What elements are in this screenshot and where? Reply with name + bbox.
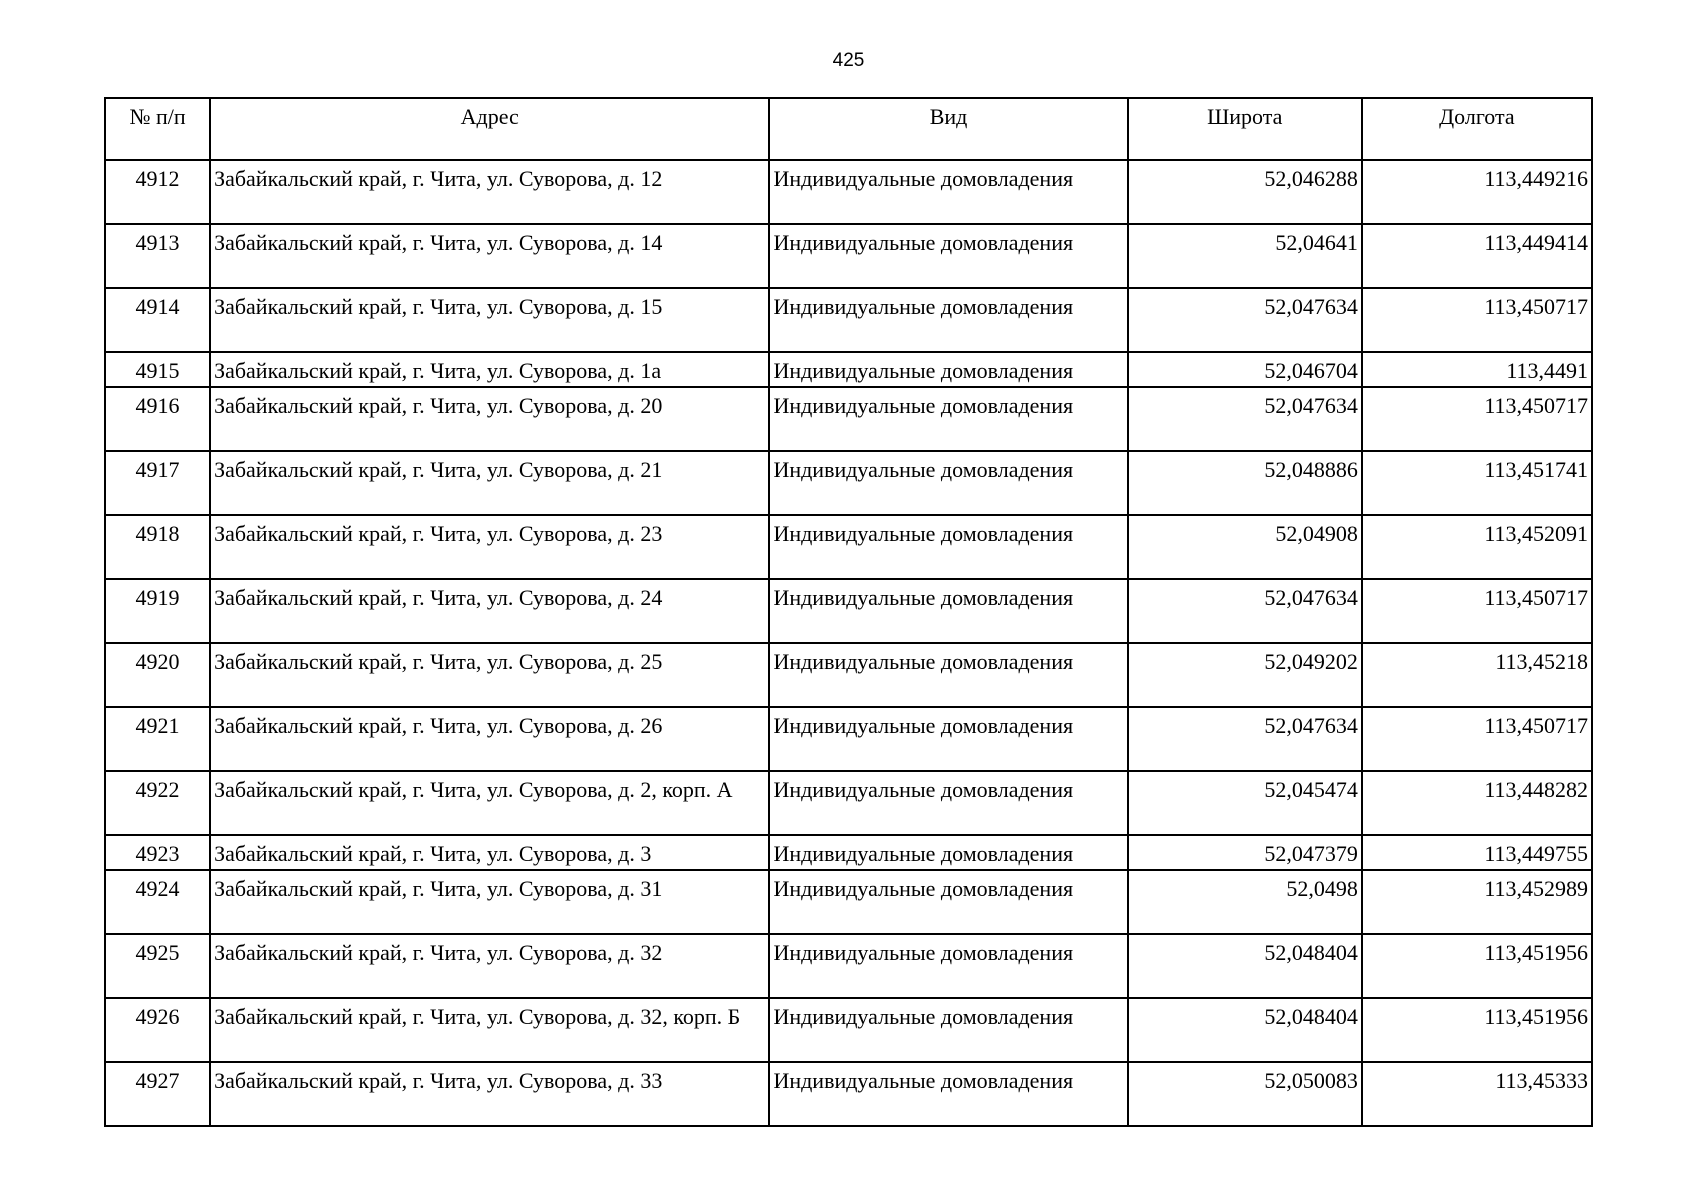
cell-address: Забайкальский край, г. Чита, ул. Суворова, д. 12 [210,160,769,224]
cell-lat: 52,047634 [1128,288,1362,352]
cell-type: Индивидуальные домовладения [769,934,1127,998]
cell-lat: 52,050083 [1128,1062,1362,1126]
cell-num: 4924 [105,870,210,934]
cell-lon: 113,449755 [1362,835,1592,870]
cell-num: 4921 [105,707,210,771]
table-row [105,451,1592,515]
table-row [105,771,1592,835]
cell-num: 4914 [105,288,210,352]
table-row [105,643,1592,707]
cell-lon: 113,451956 [1362,998,1592,1062]
cell-lon: 113,4491 [1362,352,1592,387]
cell-num: 4922 [105,771,210,835]
cell-address: Забайкальский край, г. Чита, ул. Суворова, д. 1а [210,352,769,387]
cell-num: 4915 [105,352,210,387]
table-row [105,579,1592,643]
cell-address: Забайкальский край, г. Чита, ул. Суворова, д. 23 [210,515,769,579]
table-row [105,352,1592,387]
table-row [105,288,1592,352]
cell-address: Забайкальский край, г. Чита, ул. Суворова, д. 21 [210,451,769,515]
cell-address: Забайкальский край, г. Чита, ул. Суворова, д. 32, корп. Б [210,998,769,1062]
cell-address: Забайкальский край, г. Чита, ул. Суворова, д. 20 [210,387,769,451]
cell-lon: 113,450717 [1362,288,1592,352]
table-row [105,934,1592,998]
cell-address: Забайкальский край, г. Чита, ул. Суворова, д. 26 [210,707,769,771]
cell-lon: 113,452091 [1362,515,1592,579]
cell-num: 4926 [105,998,210,1062]
cell-type: Индивидуальные домовладения [769,1062,1127,1126]
cell-num: 4925 [105,934,210,998]
cell-type: Индивидуальные домовладения [769,771,1127,835]
cell-lon: 113,451741 [1362,451,1592,515]
cell-type: Индивидуальные домовладения [769,870,1127,934]
cell-lon: 113,450717 [1362,579,1592,643]
cell-num: 4912 [105,160,210,224]
header-address: Адрес [210,98,769,160]
cell-type: Индивидуальные домовладения [769,515,1127,579]
cell-type: Индивидуальные домовладения [769,643,1127,707]
cell-address: Забайкальский край, г. Чита, ул. Суворова, д. 31 [210,870,769,934]
table-row [105,1062,1592,1126]
table-row [105,387,1592,451]
cell-lon: 113,450717 [1362,707,1592,771]
cell-type: Индивидуальные домовладения [769,224,1127,288]
cell-address: Забайкальский край, г. Чита, ул. Суворова, д. 32 [210,934,769,998]
table-row [105,224,1592,288]
cell-lon: 113,450717 [1362,387,1592,451]
table-row [105,707,1592,771]
header-lat: Широта [1128,98,1362,160]
table-row [105,998,1592,1062]
page-number: 425 [832,50,865,71]
cell-num: 4927 [105,1062,210,1126]
cell-lat: 52,048404 [1128,934,1362,998]
cell-num: 4923 [105,835,210,870]
header-num: № п/п [105,98,210,160]
cell-lat: 52,047379 [1128,835,1362,870]
table-header-row [105,98,1592,160]
cell-num: 4916 [105,387,210,451]
cell-address: Забайкальский край, г. Чита, ул. Суворова, д. 24 [210,579,769,643]
cell-address: Забайкальский край, г. Чита, ул. Суворова, д. 14 [210,224,769,288]
cell-num: 4917 [105,451,210,515]
cell-lon: 113,449414 [1362,224,1592,288]
cell-type: Индивидуальные домовладения [769,707,1127,771]
cell-lat: 52,046704 [1128,352,1362,387]
cell-type: Индивидуальные домовладения [769,998,1127,1062]
header-lon: Долгота [1362,98,1592,160]
cell-lon: 113,45218 [1362,643,1592,707]
cell-lat: 52,048886 [1128,451,1362,515]
cell-address: Забайкальский край, г. Чита, ул. Суворова, д. 2, корп. А [210,771,769,835]
cell-address: Забайкальский край, г. Чита, ул. Суворова, д. 25 [210,643,769,707]
cell-lat: 52,04641 [1128,224,1362,288]
cell-lat: 52,048404 [1128,998,1362,1062]
cell-lat: 52,047634 [1128,579,1362,643]
cell-type: Индивидуальные домовладения [769,387,1127,451]
cell-lat: 52,049202 [1128,643,1362,707]
cell-lon: 113,452989 [1362,870,1592,934]
table-row [105,515,1592,579]
header-type: Вид [769,98,1127,160]
cell-type: Индивидуальные домовладения [769,160,1127,224]
cell-lat: 52,04908 [1128,515,1362,579]
address-table [104,97,1593,1127]
cell-lat: 52,045474 [1128,771,1362,835]
table-row [105,835,1592,870]
cell-num: 4913 [105,224,210,288]
cell-type: Индивидуальные домовладения [769,288,1127,352]
cell-address: Забайкальский край, г. Чита, ул. Суворова, д. 15 [210,288,769,352]
cell-lat: 52,0498 [1128,870,1362,934]
cell-address: Забайкальский край, г. Чита, ул. Суворова, д. 3 [210,835,769,870]
cell-lon: 113,451956 [1362,934,1592,998]
cell-num: 4918 [105,515,210,579]
cell-type: Индивидуальные домовладения [769,451,1127,515]
cell-address: Забайкальский край, г. Чита, ул. Суворова, д. 33 [210,1062,769,1126]
cell-type: Индивидуальные домовладения [769,835,1127,870]
cell-num: 4919 [105,579,210,643]
cell-lon: 113,449216 [1362,160,1592,224]
cell-lat: 52,046288 [1128,160,1362,224]
cell-lat: 52,047634 [1128,387,1362,451]
cell-type: Индивидуальные домовладения [769,352,1127,387]
cell-lat: 52,047634 [1128,707,1362,771]
table-row [105,870,1592,934]
cell-type: Индивидуальные домовладения [769,579,1127,643]
cell-lon: 113,448282 [1362,771,1592,835]
cell-num: 4920 [105,643,210,707]
cell-lon: 113,45333 [1362,1062,1592,1126]
table-row [105,160,1592,224]
